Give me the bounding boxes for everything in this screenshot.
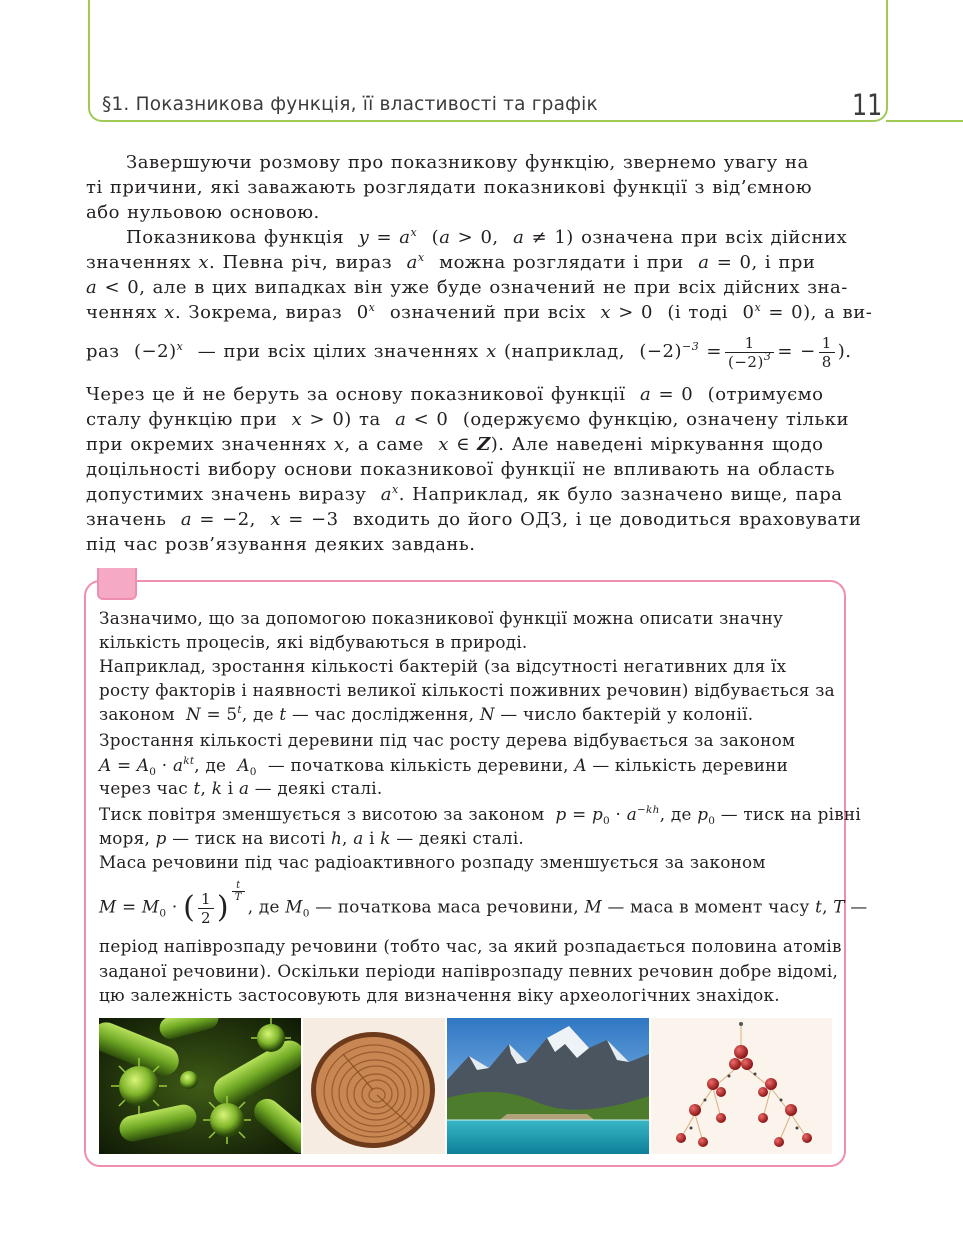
box-line: Зростання кількості деревини під час росту дерева відбувається за законом [99,730,796,750]
box-line: $A = A_0 \cdot a^{kt}$, де $A_0$ — початкова кількість деревини, A — кількість деревини [99,755,789,778]
box-line: заданої речовини). Оскільки періоди напіврозпаду певних речовин добре відомі, [99,961,839,981]
box-line: Зазначимо, що за допомогою показникової функції можна описати значну [99,608,784,628]
box-line: період напіврозпаду речовини (тобто час, за який розпадається половина атомів [99,936,842,956]
running-head: §1. Показникова функція, її властивості та графік [102,94,598,115]
box-line: Тиск повітря зменшується з висотою за законом $p = p_0 \cdot a^{-kh}$, де $p_0$ — тиск на рівні [99,804,861,827]
box-line: Наприклад, зростання кількості бактерій (за відсутності негативних для їх [99,656,787,676]
box-line: законом $N = 5^t$, де t — час дослідження, N — число бактерій у колонії. [99,704,754,724]
paragraph-line: раз $(-2)^x$ — при всіх цілих значеннях x (наприклад, $(-2)^{-3}$ = $\frac{1}{(-2)^3}$ = − $\frac{1}{8}$ ). [86,333,852,371]
bookmark-tab [97,568,137,600]
paragraph-line: a < 0, але в цих випадках він уже буде означений не при всіх дійсних зна- [86,277,848,298]
paragraph-line: доцільності вибору основи показникової функції не впливають на область [86,459,836,480]
page-number: 11 [852,88,883,122]
box-line: росту факторів і наявності великої кількості поживних речовин) відбувається за [99,680,835,700]
header-rule [886,120,963,122]
box-line: $M = M_0$ · ( $\frac{1}{2}$ ) $^{\frac{t}{T}}$ , де $M_0$ — початкова маса речовини, M — маса в момент часу t, T — [99,880,868,927]
paragraph-line: Через це й не беруть за основу показникової функції a = 0 (отримуємо [86,384,824,405]
tree-rings-photo [303,1018,445,1154]
paragraph-line: ті причини, які заважають розглядати показникові функції з від’ємною [86,177,812,198]
paragraph-line: значень a = −2, x = −3 входить до його ОДЗ, і це доводиться враховувати [86,509,862,530]
mountain-lake-photo [447,1018,649,1154]
box-line: через час t, k і a — деякі сталі. [99,778,383,798]
fraction: $\frac{1}{(-2)^3}$ [725,334,774,371]
paragraph-line: під час розв’язування деяких завдань. [86,534,476,555]
paragraph-line: значеннях x. Певна річ, вираз $a^x$ можна розглядати і при a = 0, і при [86,251,816,273]
box-line: моря, p — тиск на висоті h, a і k — деякі сталі. [99,828,525,848]
paragraph-line: сталу функцію при x > 0) та a < 0 (одержуємо функцію, означену тільки [86,409,850,430]
box-line: Маса речовини під час радіоактивного розпаду зменшується за законом [99,852,766,872]
paragraph-line: Завершуючи розмову про показникову функцію, звернемо увагу на [126,152,809,173]
fraction: $\frac{1}{2}$ [198,890,214,927]
radioactive-decay-diagram [651,1018,832,1154]
box-line: кількість процесів, які відбуваються в природі. [99,632,528,652]
paragraph-line: або нульовою основою. [86,202,320,223]
paragraph-line: Показникова функція $y = a^x$ (a > 0, a ≠ 1) означена при всіх дійсних [126,226,848,248]
fraction: $\frac{1}{8}$ [819,334,835,371]
paragraph-line: допустимих значень виразу $a^x$. Наприклад, як було зазначено вище, пара [86,483,843,505]
bacteria-photo [99,1018,301,1154]
box-line: цю залежність застосовують для визначення віку археологічних знахідок. [99,985,780,1005]
paragraph-line: ченнях x. Зокрема, вираз 0$^x$ означений при всіх x > 0 (і тоді $0^x = 0$), а ви- [86,301,873,323]
paragraph-line: при окремих значеннях x, а саме x ∈ Z). Але наведені міркування щодо [86,434,824,455]
